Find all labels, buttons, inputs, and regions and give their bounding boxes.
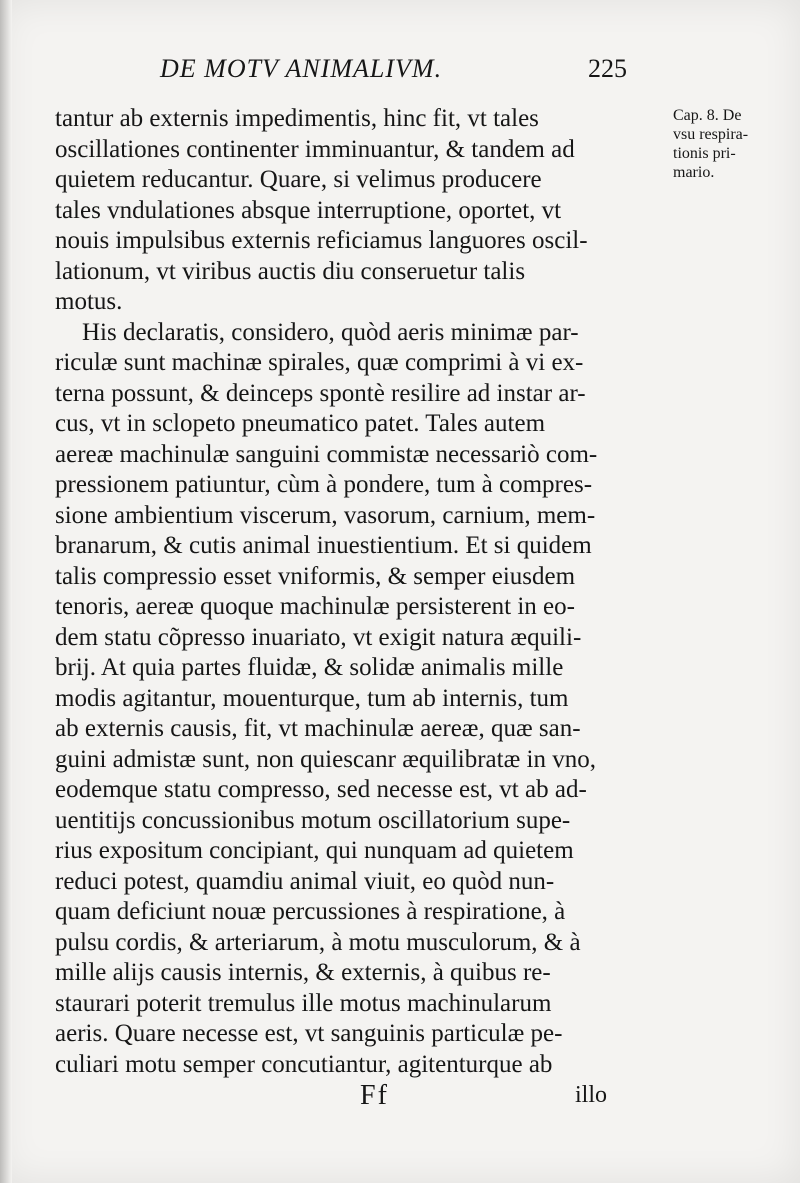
page-number: 225 <box>588 54 627 83</box>
text-line: terna possunt, & deinceps spontè resilire ad instar ar- <box>55 379 586 407</box>
catchword: illo <box>575 1082 608 1108</box>
text-line: sione ambientium viscerum, vasorum, carnium, mem- <box>55 501 596 529</box>
text-line: quam deficiunt nouæ percussiones à respiratione, à <box>55 898 566 925</box>
text-line: ab externis causis, fit, vt machinulæ aereæ, quæ san- <box>55 715 581 742</box>
text-line: cus, vt in sclopeto pneumatico patet. Tales autem <box>55 410 546 437</box>
text-line: lationum, vt viribus auctis diu conseruetur talis <box>55 257 526 285</box>
text-line: tantur ab externis impedimentis, hinc fit, vt tales <box>55 105 539 132</box>
main-text-block <box>55 104 667 1080</box>
running-header <box>160 54 640 94</box>
marginal-note-line: vsu respira- <box>673 126 749 143</box>
paragraph-start-line: His declaratis, considero, quòd aeris minimæ par- <box>82 318 579 346</box>
text-line: branarum, & cutis animal inuestientium. Et si quidem <box>55 532 592 559</box>
text-line: talis compressio esset vniformis, & semper eiusdem <box>55 562 576 590</box>
text-line: uentitijs concussionibus motum oscillatorium supe- <box>55 806 571 834</box>
page-gutter-shadow <box>0 0 12 1183</box>
text-line: staurari poterit tremulus ille motus machinularum <box>55 989 552 1017</box>
text-line: guini admistæ sunt, non quiescanr æquilibratæ in vno, <box>55 745 596 773</box>
text-line: tenoris, aereæ quoque machinulæ persisterent in eo- <box>55 593 575 620</box>
text-line: aereæ machinulæ sanguini commistæ necessariò com- <box>55 440 598 468</box>
marginal-note <box>673 106 791 182</box>
text-line: modis agitantur, mouenturque, tum ab internis, tum <box>55 684 569 712</box>
text-line: pulsu cordis, & arteriarum, à motu musculorum, & à <box>55 928 581 956</box>
text-line: rius expositum concipiant, qui nunquam ad quietem <box>55 837 574 864</box>
marginal-note-line: tionis pri- <box>673 145 736 162</box>
text-line: riculæ sunt machinæ spirales, quæ comprimi à vi ex- <box>55 349 584 376</box>
signature-mark: Ff <box>360 1080 389 1111</box>
running-title: DE MOTV ANIMALIVM. <box>160 54 443 83</box>
text-line: motus. <box>55 288 123 315</box>
marginal-note-line: mario. <box>673 164 715 181</box>
text-line: tales vndulationes absque interruptione, oportet, vt <box>55 196 562 224</box>
text-line: quietem reducantur. Quare, si velimus producere <box>55 166 542 193</box>
text-line: aeris. Quare necesse est, vt sanguinis particulæ pe- <box>55 1020 563 1047</box>
text-line: mille alijs causis internis, & externis, à quibus re- <box>55 959 551 986</box>
text-line: oscillationes continenter imminuantur, & tandem ad <box>55 135 575 163</box>
text-line: nouis impulsibus externis reficiamus languores oscil- <box>55 227 588 254</box>
text-line: pressionem patiuntur, cùm à pondere, tum à compres- <box>55 471 593 498</box>
marginal-note-line: Cap. 8. De <box>673 107 742 124</box>
text-line: eodemque statu compresso, sed necesse est, vt ab ad- <box>55 776 587 803</box>
text-line: reduci potest, quamdiu animal viuit, eo quòd nun- <box>55 867 555 895</box>
text-line: dem statu cõpresso inuariato, vt exigit natura æquili- <box>55 623 582 651</box>
text-line: brij. At quia partes fluidæ, & solidæ animalis mille <box>55 654 564 681</box>
text-line: culiari motu semper concutiantur, agitenturque ab <box>55 1050 553 1078</box>
